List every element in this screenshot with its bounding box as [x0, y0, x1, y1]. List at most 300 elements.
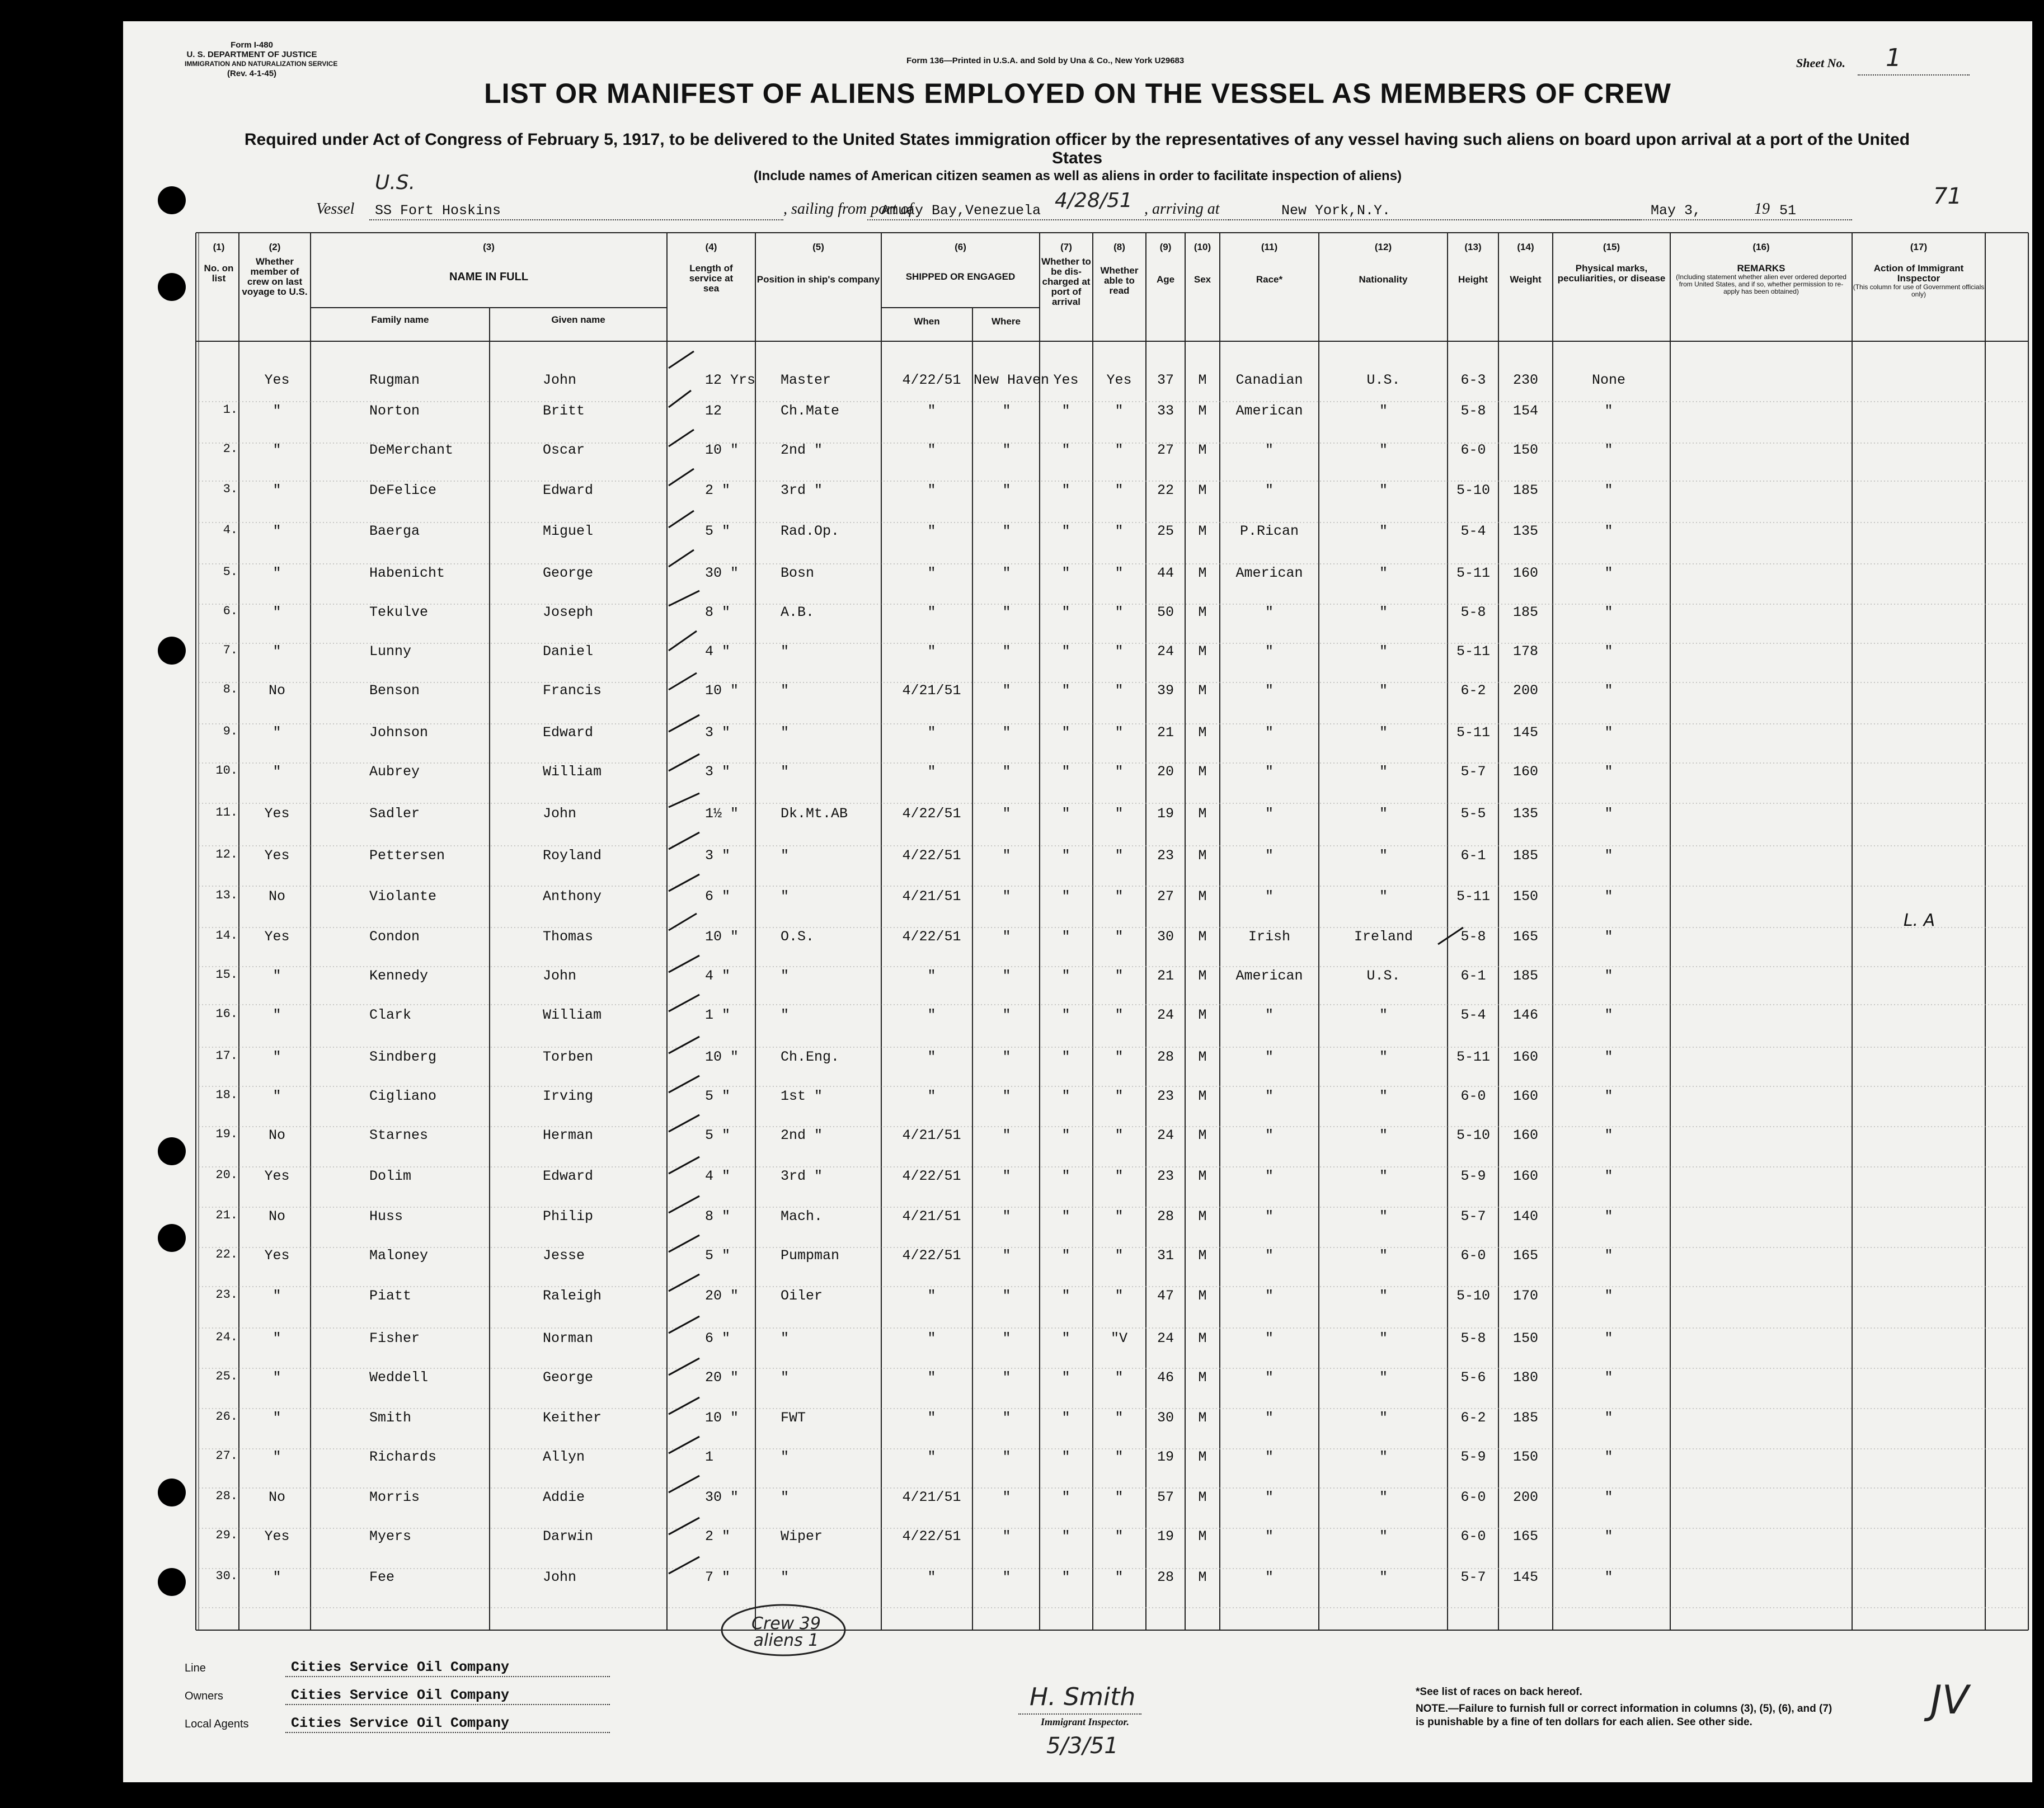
- cell-last: Yes: [264, 372, 290, 388]
- agents-label: Local Agents: [185, 1718, 249, 1730]
- cell-disch: ": [1061, 403, 1070, 419]
- col-6-header: [881, 242, 1040, 282]
- cell-weight: 150: [1512, 888, 1538, 905]
- cell-race: ": [1265, 1007, 1274, 1023]
- cell-nat: ": [1379, 1127, 1388, 1143]
- cell-position: 2nd ": [781, 442, 823, 458]
- cell-age: 30: [1157, 1410, 1174, 1426]
- cell-when: ": [927, 403, 936, 419]
- cell-height: 5-8: [1460, 604, 1486, 620]
- cell-age: 50: [1157, 604, 1174, 620]
- col-17-label: Action of Immigrant Inspector: [1873, 263, 1964, 284]
- cell-nat: ": [1379, 888, 1388, 905]
- cell-disch: ": [1061, 643, 1070, 660]
- cell-race: ": [1265, 1449, 1274, 1465]
- line-value: Cities Service Oil Company: [291, 1659, 510, 1675]
- cell-position: Ch.Mate: [781, 403, 840, 419]
- col-12-header: [1319, 242, 1448, 285]
- cell-read: ": [1115, 1049, 1124, 1065]
- col-5-header: [755, 242, 881, 285]
- cell-when: ": [927, 724, 936, 741]
- cell-disch: ": [1061, 442, 1070, 458]
- cell-marks: ": [1604, 403, 1613, 419]
- cell-weight: 160: [1512, 1168, 1538, 1184]
- cell-age: 24: [1157, 1127, 1174, 1143]
- col-3-number: (3): [483, 242, 495, 252]
- cell-race: ": [1265, 1049, 1274, 1065]
- cell-read: ": [1115, 1489, 1124, 1505]
- cell-no: 28.: [215, 1489, 238, 1503]
- cell-race: ": [1265, 1168, 1274, 1184]
- cell-last: No: [268, 1208, 285, 1225]
- cell-nat: ": [1379, 848, 1388, 864]
- cell-race: ": [1265, 888, 1274, 905]
- cell-marks: ": [1604, 806, 1613, 822]
- cell-when: ": [927, 1449, 936, 1465]
- cell-nat: ": [1379, 565, 1388, 581]
- cell-when: 4/21/51: [902, 888, 961, 905]
- cell-position: Bosn: [781, 565, 815, 581]
- cell-nat: ": [1379, 1569, 1388, 1585]
- cell-disch: ": [1061, 482, 1070, 498]
- cell-no: 1.: [223, 403, 238, 417]
- cell-service: 5 ": [705, 1088, 731, 1104]
- cell-height: 5-10: [1456, 1288, 1490, 1304]
- cell-marks: ": [1604, 682, 1613, 699]
- cell-marks: ": [1604, 1528, 1613, 1545]
- cell-where: ": [1002, 1528, 1011, 1545]
- cell-no: 24.: [215, 1330, 238, 1344]
- cell-nat: ": [1379, 1168, 1388, 1184]
- cell-disch: ": [1061, 848, 1070, 864]
- cell-last: ": [272, 643, 281, 660]
- cell-position: 3rd ": [781, 1168, 823, 1184]
- cell-position: O.S.: [781, 929, 815, 945]
- cell-position: Master: [781, 372, 831, 388]
- cell-race: American: [1235, 565, 1303, 581]
- cell-marks: ": [1604, 482, 1613, 498]
- cell-height: 5-10: [1456, 482, 1490, 498]
- cell-service: 5 ": [705, 523, 731, 539]
- cell-given: Oscar: [543, 442, 585, 458]
- cell-given: Jesse: [543, 1247, 585, 1264]
- cell-race: P.Rican: [1239, 523, 1299, 539]
- inspector-label: Immigrant Inspector.: [1041, 1716, 1130, 1727]
- cell-family: Habenicht: [369, 565, 445, 581]
- col-10-number: (10): [1193, 242, 1211, 252]
- cell-no: 7.: [223, 643, 238, 657]
- cell-family: Dolim: [369, 1168, 412, 1184]
- cell-weight: 200: [1512, 1489, 1538, 1505]
- cell-where: ": [1002, 968, 1011, 984]
- cell-service: 4 ": [705, 968, 731, 984]
- cell-family: Condon: [369, 929, 420, 945]
- col-9-number: (9): [1159, 242, 1172, 252]
- cell-age: 19: [1157, 806, 1174, 822]
- race-footnote: *See list of races on back hereof.: [1416, 1686, 1582, 1698]
- cell-marks: ": [1604, 604, 1613, 620]
- cell-height: 6-3: [1460, 372, 1486, 388]
- cell-marks: ": [1604, 1208, 1613, 1225]
- cell-family: Sindberg: [369, 1049, 437, 1065]
- cell-race: ": [1265, 1569, 1274, 1585]
- col-12-number: (12): [1374, 242, 1392, 252]
- cell-when: ": [927, 764, 936, 780]
- cell-weight: 160: [1512, 764, 1538, 780]
- cell-sex: M: [1198, 482, 1207, 498]
- cell-read: ": [1115, 929, 1124, 945]
- cell-where: ": [1002, 848, 1011, 864]
- cell-when: 4/21/51: [902, 1208, 961, 1225]
- cell-nat: U.S.: [1366, 372, 1401, 388]
- cell-service: 20 ": [705, 1288, 739, 1304]
- cell-given: Royland: [543, 848, 602, 864]
- cell-race: ": [1265, 806, 1274, 822]
- col-2-label: Whether member of crew on last voyage to U.S.: [242, 256, 308, 297]
- cell-height: 6-0: [1460, 442, 1486, 458]
- cell-where: ": [1002, 1410, 1011, 1426]
- cell-height: 6-0: [1460, 1489, 1486, 1505]
- cell-when: ": [927, 1088, 936, 1104]
- cell-where: ": [1002, 1489, 1011, 1505]
- cell-sex: M: [1198, 848, 1207, 864]
- cell-family: Cigliano: [369, 1088, 437, 1104]
- cell-marks: ": [1604, 523, 1613, 539]
- cell-family: Clark: [369, 1007, 412, 1023]
- col-16-label: REMARKS: [1737, 263, 1785, 274]
- cell-where: ": [1002, 1288, 1011, 1304]
- col-6-label: SHIPPED OR ENGAGED: [905, 271, 1016, 282]
- cell-when: ": [927, 1049, 936, 1065]
- cell-race: American: [1235, 968, 1303, 984]
- cell-sex: M: [1198, 1449, 1207, 1465]
- cell-weight: 160: [1512, 565, 1538, 581]
- cell-service: 5 ": [705, 1127, 731, 1143]
- cell-read: ": [1115, 888, 1124, 905]
- cell-sex: M: [1198, 806, 1207, 822]
- cell-marks: ": [1604, 1049, 1613, 1065]
- cell-marks: ": [1604, 1330, 1613, 1346]
- cell-disch: ": [1061, 1007, 1070, 1023]
- cell-age: 21: [1157, 968, 1174, 984]
- cell-weight: 146: [1512, 1007, 1538, 1023]
- col-12-label: Nationality: [1359, 274, 1408, 285]
- arrival-date: May 3,: [1651, 203, 1702, 219]
- cell-marks: ": [1604, 1247, 1613, 1264]
- cell-where: ": [1002, 523, 1011, 539]
- cell-given: Darwin: [543, 1528, 594, 1545]
- cell-age: 27: [1157, 888, 1174, 905]
- inspector-signature: H. Smith: [1030, 1683, 1136, 1711]
- col-14-header: [1498, 242, 1553, 285]
- col-15-header: [1553, 242, 1670, 284]
- cell-read: ": [1115, 523, 1124, 539]
- cell-given: Keither: [543, 1410, 602, 1426]
- cell-given: Joseph: [543, 604, 594, 620]
- cell-last: No: [268, 1127, 285, 1143]
- col-15-label: Physical marks, peculiarities, or disease: [1557, 263, 1666, 284]
- cell-sex: M: [1198, 372, 1207, 388]
- cell-given: John: [543, 372, 577, 388]
- cell-last: ": [272, 1049, 281, 1065]
- cell-where: ": [1002, 643, 1011, 660]
- cell-nat: ": [1379, 442, 1388, 458]
- cell-service: 3 ": [705, 848, 731, 864]
- cell-weight: 185: [1512, 482, 1538, 498]
- cell-weight: 154: [1512, 403, 1538, 419]
- cell-marks: ": [1604, 968, 1613, 984]
- cell-read: ": [1115, 848, 1124, 864]
- cell-read: ": [1115, 604, 1124, 620]
- cell-family: Baerga: [369, 523, 420, 539]
- cell-given: George: [543, 565, 594, 581]
- cell-when: ": [927, 482, 936, 498]
- col-7-header: [1040, 242, 1093, 307]
- cell-read: ": [1115, 1088, 1124, 1104]
- cell-weight: 165: [1512, 929, 1538, 945]
- cell-weight: 178: [1512, 643, 1538, 660]
- cell-when: 4/22/51: [902, 1247, 961, 1264]
- owners-label: Owners: [185, 1690, 223, 1702]
- cell-position: ": [781, 682, 790, 699]
- cell-family: Piatt: [369, 1288, 412, 1304]
- cell-where: ": [1002, 1007, 1011, 1023]
- cell-no: 25.: [215, 1369, 238, 1383]
- cell-disch: ": [1061, 1247, 1070, 1264]
- cell-position: Mach.: [781, 1208, 823, 1225]
- cell-sex: M: [1198, 1489, 1207, 1505]
- cell-service: 4 ": [705, 1168, 731, 1184]
- cell-marks: ": [1604, 1127, 1613, 1143]
- vessel-handwritten-prefix: U.S.: [375, 171, 416, 194]
- cell-weight: 185: [1512, 848, 1538, 864]
- cell-disch: ": [1061, 565, 1070, 581]
- cell-when: ": [927, 565, 936, 581]
- cell-disch: ": [1061, 1489, 1070, 1505]
- cell-nat: ": [1379, 1330, 1388, 1346]
- cell-last: ": [272, 764, 281, 780]
- cell-given: William: [543, 1007, 602, 1023]
- cell-where: ": [1002, 1449, 1011, 1465]
- cell-service: 30 ": [705, 1489, 739, 1505]
- col-2-header: [239, 242, 311, 297]
- col-11-label: Race*: [1256, 274, 1283, 285]
- cell-sex: M: [1198, 1369, 1207, 1386]
- cell-family: Starnes: [369, 1127, 429, 1143]
- cell-nat: ": [1379, 523, 1388, 539]
- cell-no: 23.: [215, 1288, 238, 1302]
- cell-no: 17.: [215, 1049, 238, 1063]
- cell-no: 12.: [215, 848, 238, 861]
- cell-race: ": [1265, 1288, 1274, 1304]
- inspector-line: [1018, 1713, 1141, 1715]
- cell-family: Rugman: [369, 372, 420, 388]
- cell-read: "V: [1110, 1330, 1127, 1346]
- given-name-header: Given name: [551, 314, 605, 325]
- cell-family: Morris: [369, 1489, 420, 1505]
- cell-position: 3rd ": [781, 482, 823, 498]
- cell-marks: ": [1604, 442, 1613, 458]
- cell-family: Weddell: [369, 1369, 429, 1386]
- cell-disch: ": [1061, 1410, 1070, 1426]
- cell-no: 8.: [223, 682, 238, 696]
- cell-read: ": [1115, 806, 1124, 822]
- cell-disch: ": [1061, 1569, 1070, 1585]
- cell-service: 5 ": [705, 1247, 731, 1264]
- cell-height: 6-0: [1460, 1247, 1486, 1264]
- sheet-number: 1: [1886, 44, 1901, 72]
- col-17-sublabel: (This column for use of Government officials only): [1853, 283, 1985, 298]
- cell-last: ": [272, 523, 281, 539]
- cell-height: 5-4: [1460, 1007, 1486, 1023]
- cell-family: DeMerchant: [369, 442, 454, 458]
- cell-position: ": [781, 1330, 790, 1346]
- cell-age: 33: [1157, 403, 1174, 419]
- cell-where: ": [1002, 403, 1011, 419]
- cell-given: George: [543, 1369, 594, 1386]
- cell-last: No: [268, 1489, 285, 1505]
- cell-age: 46: [1157, 1369, 1174, 1386]
- cell-height: 6-2: [1460, 1410, 1486, 1426]
- cell-read: ": [1115, 1127, 1124, 1143]
- col-9-header: [1146, 242, 1185, 285]
- cell-nat: ": [1379, 1489, 1388, 1505]
- cell-no: 6.: [223, 604, 238, 618]
- col-8-number: (8): [1113, 242, 1125, 252]
- cell-nat: ": [1379, 1288, 1388, 1304]
- owners-dots: [285, 1704, 610, 1705]
- col-4-number: (4): [705, 242, 717, 252]
- sheet-label: Sheet No.: [1796, 56, 1845, 70]
- col-16-sublabel: (Including statement whether alien ever ordered deported from United States, and if so, whether permission to re-apply has been obtained): [1676, 273, 1846, 295]
- corner-mark: 71: [1933, 183, 1962, 209]
- cell-race: ": [1265, 482, 1274, 498]
- cell-age: 21: [1157, 724, 1174, 741]
- cell-marks: ": [1604, 764, 1613, 780]
- cell-last: Yes: [264, 929, 290, 945]
- cell-where: ": [1002, 604, 1011, 620]
- cell-position: 2nd ": [781, 1127, 823, 1143]
- cell-sex: M: [1198, 442, 1207, 458]
- col-1-label: No. on list: [204, 263, 234, 284]
- col-11-header: [1220, 242, 1319, 285]
- col-3-header: [311, 242, 667, 282]
- cell-marks: ": [1604, 565, 1613, 581]
- cell-marks: ": [1604, 1410, 1613, 1426]
- cell-position: ": [781, 1369, 790, 1386]
- cell-given: Edward: [543, 724, 594, 741]
- cell-no: 13.: [215, 888, 238, 902]
- cell-last: Yes: [264, 848, 290, 864]
- cell-race: ": [1265, 682, 1274, 699]
- col-8-header: [1093, 242, 1146, 296]
- arrival-port: New York,N.Y.: [1281, 203, 1391, 219]
- cell-where: ": [1002, 1127, 1011, 1143]
- cell-height: 6-0: [1460, 1528, 1486, 1545]
- cell-disch: ": [1061, 523, 1070, 539]
- cell-last: Yes: [264, 1247, 290, 1264]
- cell-nat: ": [1379, 1247, 1388, 1264]
- cell-family: Norton: [369, 403, 420, 419]
- cell-marks: ": [1604, 1168, 1613, 1184]
- cell-disch: ": [1061, 764, 1070, 780]
- cell-weight: 135: [1512, 523, 1538, 539]
- cell-nat: ": [1379, 764, 1388, 780]
- cell-weight: 165: [1512, 1247, 1538, 1264]
- cell-when: ": [927, 442, 936, 458]
- cell-disch: ": [1061, 1369, 1070, 1386]
- owners-value: Cities Service Oil Company: [291, 1687, 510, 1703]
- cell-no: 10.: [215, 764, 238, 778]
- cell-position: FWT: [781, 1410, 806, 1426]
- cell-given: Miguel: [543, 523, 594, 539]
- agents-dots: [285, 1732, 610, 1733]
- cell-service: 4 ": [705, 643, 731, 660]
- cell-given: Edward: [543, 1168, 594, 1184]
- cell-sex: M: [1198, 968, 1207, 984]
- cell-marks: ": [1604, 848, 1613, 864]
- handwritten-initials: JV: [1930, 1677, 1969, 1723]
- year-prefix: 19: [1754, 200, 1770, 218]
- cell-marks: ": [1604, 1088, 1613, 1104]
- cell-family: Fee: [369, 1569, 395, 1585]
- cell-service: 6 ": [705, 888, 731, 905]
- cell-height: 5-8: [1460, 929, 1486, 945]
- cell-height: 5-6: [1460, 1369, 1486, 1386]
- cell-marks: ": [1604, 643, 1613, 660]
- cell-race: Canadian: [1235, 372, 1303, 388]
- cell-read: ": [1115, 1449, 1124, 1465]
- cell-nat: ": [1379, 482, 1388, 498]
- cell-position: ": [781, 1489, 790, 1505]
- cell-weight: 160: [1512, 1088, 1538, 1104]
- col-10-header: [1185, 242, 1220, 285]
- cell-age: 23: [1157, 1168, 1174, 1184]
- cell-no: 19.: [215, 1127, 238, 1141]
- cell-given: Herman: [543, 1127, 594, 1143]
- cell-age: 28: [1157, 1208, 1174, 1225]
- cell-position: Pumpman: [781, 1247, 840, 1264]
- cell-sex: M: [1198, 1288, 1207, 1304]
- cell-weight: 140: [1512, 1208, 1538, 1225]
- cell-given: Francis: [543, 682, 602, 699]
- cell-position: Ch.Eng.: [781, 1049, 840, 1065]
- cell-disch: ": [1061, 888, 1070, 905]
- cell-height: 5-11: [1456, 1049, 1490, 1065]
- cell-read: ": [1115, 482, 1124, 498]
- cell-height: 6-1: [1460, 848, 1486, 864]
- cell-weight: 135: [1512, 806, 1538, 822]
- cell-height: 5-7: [1460, 764, 1486, 780]
- col-1-number: (1): [213, 242, 225, 252]
- inspector-date: 5/3/51: [1046, 1733, 1119, 1759]
- cell-where: ": [1002, 888, 1011, 905]
- cell-sex: M: [1198, 929, 1207, 945]
- cell-nat: U.S.: [1366, 968, 1401, 984]
- cell-disch: Yes: [1053, 372, 1079, 388]
- cell-weight: 160: [1512, 1127, 1538, 1143]
- cell-marks: ": [1604, 1288, 1613, 1304]
- cell-no: 26.: [215, 1410, 238, 1424]
- cell-sex: M: [1198, 888, 1207, 905]
- cell-race: ": [1265, 724, 1274, 741]
- cell-read: ": [1115, 1247, 1124, 1264]
- cell-no: 4.: [223, 523, 238, 537]
- cell-weight: 185: [1512, 604, 1538, 620]
- col-4-label: Length of service at sea: [689, 263, 734, 294]
- cell-given: Edward: [543, 482, 594, 498]
- cell-sex: M: [1198, 1007, 1207, 1023]
